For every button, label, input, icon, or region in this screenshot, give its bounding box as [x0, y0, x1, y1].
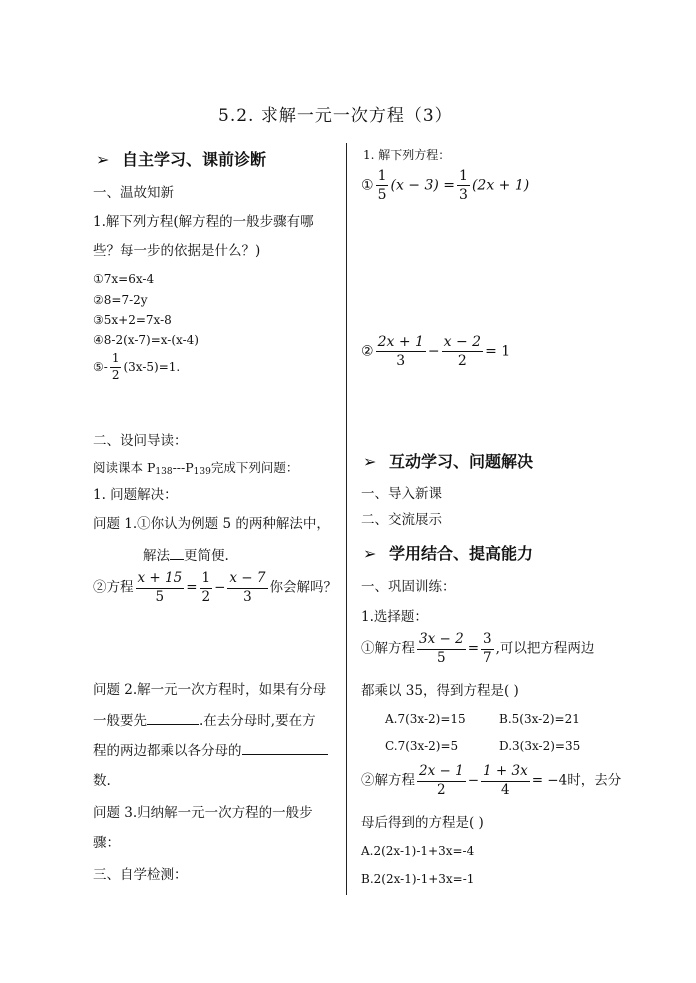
- problem-1-equation: ②方程 $\frac{x + 15}{5}$ = $\frac{1}{2}$ − $\frac{x - 7}{3}$ 你会解吗？: [93, 570, 338, 605]
- problem-2-line: 数.: [93, 773, 111, 789]
- section-heading-self-study: ➢ 自主学习、课前诊断: [96, 150, 267, 169]
- choice-1-question: 都乘以 35，得到方程是( ): [361, 683, 519, 699]
- arrow-icon: ➢: [363, 452, 377, 471]
- equation-2: ②8=7-2y: [93, 293, 148, 307]
- choice-2-option-b: B.2(2x-1)-1+3x=-1: [361, 872, 475, 886]
- choice-1-option-b: B.5(3x-2)=21: [499, 712, 580, 726]
- equation-5: ⑤- $\frac{1}{2}$ (3x-5)=1.: [93, 351, 181, 382]
- right-question: 1. 解下列方程：: [363, 148, 451, 162]
- equation-1: ①7x=6x-4: [93, 272, 155, 286]
- section-heading-application: ➢ 学用结合、提高能力: [363, 544, 534, 563]
- choice-heading: 1.选择题：: [361, 609, 428, 625]
- choice-1-option-a: A.7(3x-2)=15: [385, 712, 466, 726]
- problem-3-line: 骤：: [93, 835, 120, 851]
- problem-1-line: 解法 更简便.: [143, 548, 229, 564]
- problem-1-line: 问题 1.①你认为例题 5 的两种解法中，: [93, 516, 330, 532]
- right-equation-1: ① $\frac{1}{5}$ (x − 3) = $\frac{1}{3}$ (2x + 1): [361, 168, 530, 204]
- problem-3-line: 问题 3.归纳解一元一次方程的一般步: [93, 805, 313, 821]
- subheading-self-check: 三、自学检测：: [93, 867, 188, 883]
- subheading-guided-reading: 二、设问导读：: [93, 433, 188, 449]
- choice-1-option-d: D.3(3x-2)=35: [499, 739, 581, 753]
- column-divider: [346, 143, 347, 895]
- question-text: 些？每一步的依据是什么？): [93, 243, 261, 259]
- choice-1-question: ①解方程 $\frac{3x - 2}{5}$ = $\frac{3}{7}$ ,可以把方程两边: [361, 631, 595, 666]
- choice-2-question: ②解方程 $\frac{2x - 1}{2}$ − $\frac{1 + 3x}{4}$ = −4时，去分: [361, 763, 622, 798]
- problem-2-line: 问题 2.解一元一次方程时，如果有分母: [93, 682, 327, 698]
- section-heading-interactive: ➢ 互动学习、问题解决: [363, 452, 534, 471]
- item-problem-solving: 1. 问题解决：: [93, 487, 178, 503]
- choice-2-option-a: A.2(2x-1)-1+3x=-4: [361, 844, 475, 858]
- reading-instruction: 阅读课本 $P_{138}---P_{139}$完成下列问题：: [93, 460, 299, 477]
- arrow-icon: ➢: [363, 544, 377, 563]
- equation-4: ④8-2(x-7)=x-(x-4): [93, 333, 199, 347]
- problem-2-line: 程的两边都乘以各分母的: [93, 742, 328, 759]
- subheading-exchange: 二、交流展示: [361, 512, 442, 528]
- subheading-review: 一、温故知新: [93, 185, 174, 201]
- problem-2-line: 一般要先 .在去分母时,要在方: [93, 713, 316, 729]
- subheading-practice: 一、巩固训练：: [361, 579, 456, 595]
- choice-2-question: 母后得到的方程是( ): [361, 815, 484, 831]
- right-equation-2: ② $\frac{2x + 1}{3}$ − $\frac{x - 2}{2}$ = 1: [361, 334, 511, 370]
- equation-3: ③5x+2=7x-8: [93, 313, 172, 327]
- arrow-icon: ➢: [96, 150, 110, 169]
- question-text: 1.解下列方程(解方程的一般步骤有哪: [93, 214, 314, 230]
- subheading-intro: 一、导入新课: [361, 486, 442, 502]
- choice-1-option-c: C.7(3x-2)=5: [385, 739, 459, 753]
- page-title: 5.2. 求解一元一次方程（3）: [218, 106, 453, 126]
